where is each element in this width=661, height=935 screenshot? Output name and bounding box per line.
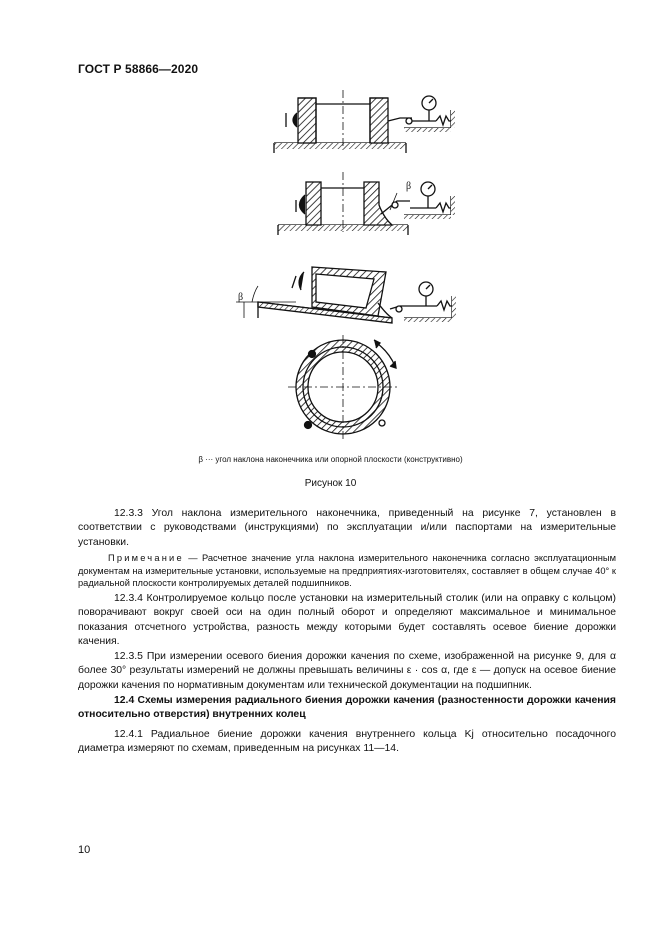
paragraph-12-3-5: 12.3.5 При измерении осевого биения дорожки качения по схеме, изображенной на рисунке 9, для α более 30° результаты измерений не должны превышать величины ε · cos α, где ε — допуск на осевое биение дорожки качения по нормативным документам или технической документации на подшипник.	[78, 651, 616, 691]
beta-label-2: β	[238, 292, 244, 303]
scheme-2-flat-table-inclined-tip	[278, 172, 455, 235]
document-header: ГОСТ Р 58866—2020	[78, 62, 199, 76]
figure-legend: β ··· угол наклона наконечника или опорной плоскости (конструктивно)	[198, 455, 463, 464]
note-label: Примечание	[108, 553, 184, 563]
paragraph-12-4-1: 12.4.1 Радиальное биение дорожки качения внутреннего кольца Kj относительно посадочного диаметра измеряют по схемам, приведенным на рисунках 11—14.	[78, 729, 616, 755]
scheme-4-plan-view	[288, 335, 400, 440]
paragraph-12-3-3: 12.3.3 Угол наклона измерительного наконечника, приведенный на рисунке 7, установлен в соответствии с руководствами (инструкциями) по эксплуатации и/или паспортами на измерительные установки.	[78, 508, 616, 548]
section-heading-12-4: 12.4 Схемы измерения радиального биения дорожки качения (разностенности дорожки качения относительно отверстия) внутренних колец	[78, 695, 616, 721]
page-number: 10	[78, 844, 91, 856]
figure-caption: Рисунок 10	[304, 478, 357, 489]
scheme-1-flat-table	[274, 90, 455, 153]
note-text: — Расчетное значение угла наклона измерительного наконечника согласно эксплуатационным документам на измерительные установки, используемые на предприятиях-изготовителях, составляет в общем случае 40° к радиальной плоскости контролируемых деталей подшипников.	[78, 553, 616, 589]
paragraph-12-3-4: 12.3.4 Контролируемое кольцо после установки на измерительный столик (или на оправку с кольцом) поворачивают вокруг своей оси на один полный оборот и определяют максимальное и минимальное показания отсчетного устройства, разность между которыми будет составлять осевое биение дорожки качения.	[78, 593, 616, 648]
scheme-3-inclined-table	[236, 267, 456, 323]
note	[78, 552, 616, 590]
beta-label-1: β	[406, 181, 412, 192]
